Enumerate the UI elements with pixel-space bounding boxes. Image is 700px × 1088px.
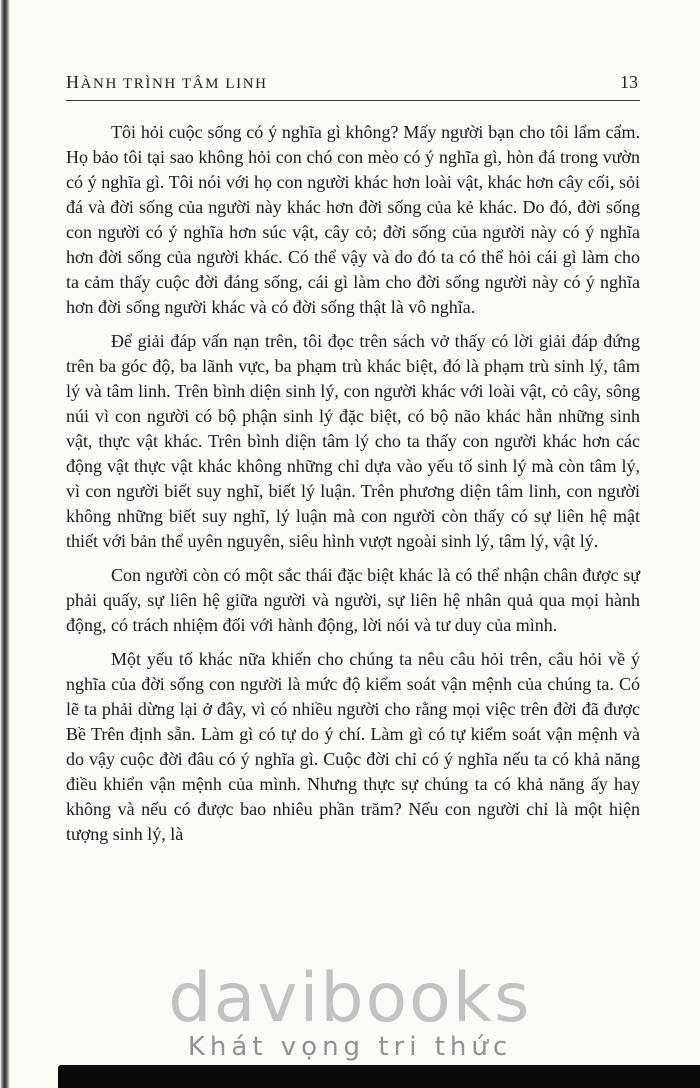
watermark bbox=[0, 959, 700, 1062]
spine-shadow bbox=[0, 0, 10, 1088]
watermark-logo: davibooks bbox=[168, 959, 532, 1038]
watermark-tagline: Khát vọng tri thức bbox=[187, 1032, 513, 1062]
paragraph-4: Một yếu tố khác nữa khiến cho chúng ta nêu câu hỏi trên, câu hỏi về ý nghĩa của đời sống con người là mức độ kiểm soát vận mệnh của chúng ta. Có lẽ ta phải dừng lại ở đây, vì có nhiều người cho rằng mọi việc trên đời đã được Bề Trên định sẵn. Làm gì có tự do ý chí. Làm gì có tự kiểm soát vận mệnh và do vậy cuộc đời đâu có ý nghĩa gì. Cuộc đời chỉ có ý nghĩa nếu ta có khả năng điều khiển vận mệnh của mình. Nhưng thực sự chúng ta có khả năng ấy hay không và nếu có được bao nhiêu phần trăm? Nếu con người chỉ là một hiện tượng sinh lý, là bbox=[66, 649, 640, 844]
page-number: 13 bbox=[620, 72, 638, 92]
running-title: HÀNH TRÌNH TÂM LINH bbox=[66, 72, 268, 92]
body-text bbox=[66, 120, 640, 847]
paragraph-1: Tôi hỏi cuộc sống có ý nghĩa gì không? Mấy người bạn cho tôi lẩm cẩm. Họ bảo tôi tại sao không hỏi con chó con mèo có ý nghĩa gì, hòn đá trong vườn có ý nghĩa gì. Tôi nói với họ con người khác hơn loài vật, khác hơn cây cối, sỏi đá và đời sống của người này khác hơn đời sống của kẻ khác. Do đó, đời sống con người có ý nghĩa hơn súc vật, cây cỏ; đời sống của người này có ý nghĩa hơn đời sống của người khác. Có thể vậy và do đó ta có thể hỏi cái gì làm cho ta cảm thấy cuộc đời đáng sống, cái gì làm cho đời sống người này có ý nghĩa hơn đời sống người khác và có đời sống thật là vô nghĩa. bbox=[66, 122, 640, 317]
scan-edge-bottom bbox=[58, 1065, 700, 1088]
page-header bbox=[66, 0, 638, 93]
header-rule bbox=[66, 100, 640, 101]
paragraph-2: Để giải đáp vấn nạn trên, tôi đọc trên sách vở thấy có lời giải đáp đứng trên ba góc độ, ba lãnh vực, ba phạm trù khác biệt, đó là phạm trù sinh lý, tâm lý và tâm linh. Trên bình diện sinh lý, con người khác với loài vật, cỏ cây, sông núi vì con người có bộ phận sinh lý đặc biệt, có bộ não khác hẳn những sinh vật, thực vật khác. Trên bình diện tâm lý cho ta thấy con người khác hơn các động vật thực vật khác không những chỉ dựa vào yếu tố sinh lý mà còn tâm lý, vì con người biết suy nghĩ, biết lý luận. Trên phương diện tâm linh, con người không những biết suy nghĩ, lý luận mà con người còn thấy có sự liên hệ mật thiết với bản thể uyên nguyên, siêu hình vượt ngoài sinh lý, tâm lý, vật lý. bbox=[66, 331, 640, 551]
paragraph-3: Con người còn có một sắc thái đặc biệt khác là có thể nhận chân được sự phải quấy, sự liên hệ giữa người và người, sự liên hệ nhân quả qua mọi hành động, có trách nhiệm đối với hành động, lời nói và tư duy của mình. bbox=[66, 565, 640, 635]
